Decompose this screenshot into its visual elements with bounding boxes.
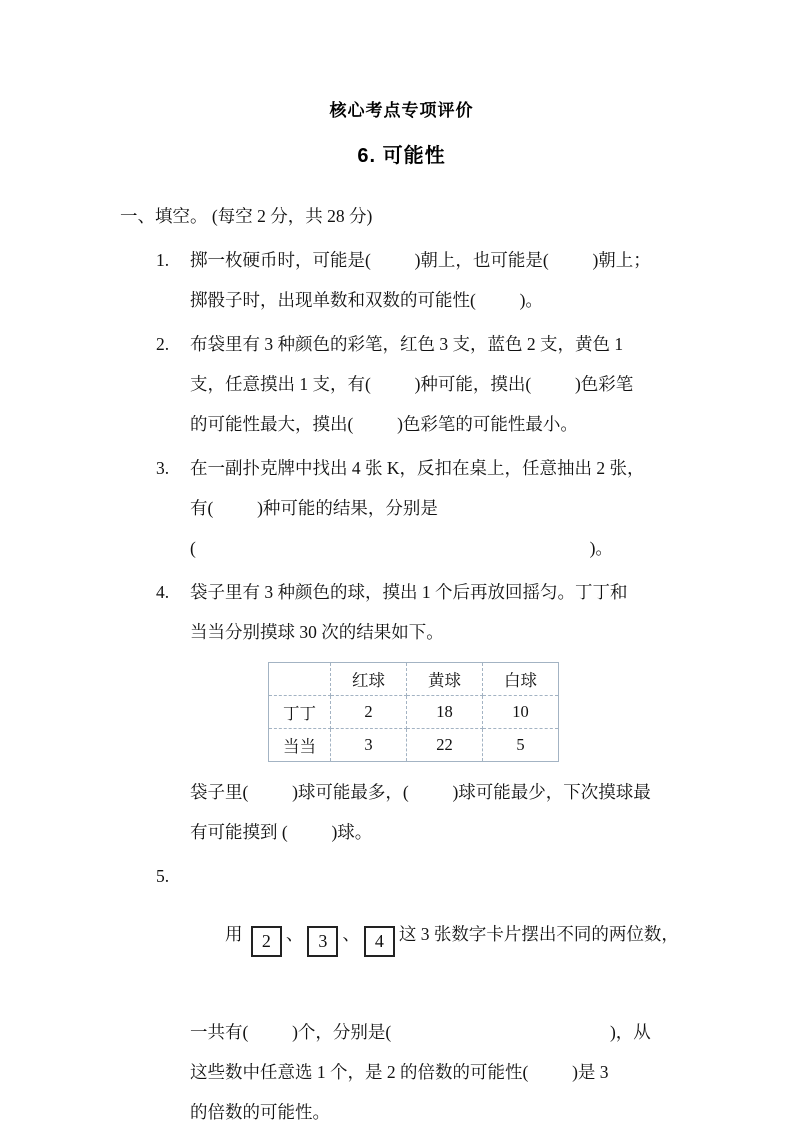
number-card: 2 xyxy=(251,926,282,957)
question-text-line: 一共有( )个，分别是( )，从 xyxy=(190,1022,651,1042)
card-line-suffix: 这 3 张数字卡片摆出不同的两位数， xyxy=(398,924,679,944)
card-separator: 、 xyxy=(342,924,360,944)
table-header-cell: 红球 xyxy=(331,663,407,696)
question-text-line: 布袋里有 3 种颜色的彩笔，红色 3 支，蓝色 2 支，黄色 1 xyxy=(190,334,624,354)
question-text-line: 的倍数的可能性。 xyxy=(190,1102,330,1122)
question-number: 4. xyxy=(156,582,170,602)
question-text-line-with-cards xyxy=(190,856,683,1012)
number-card: 4 xyxy=(364,926,395,957)
table-header-cell: 白球 xyxy=(483,663,559,696)
table-header-cell: 黄球 xyxy=(407,663,483,696)
page-subtitle: 6. 可能性 xyxy=(357,145,446,167)
table-cell: 3 xyxy=(331,729,407,762)
question-text-line: 有( )种可能的结果，分别是 xyxy=(190,498,438,518)
question-text-line: 这些数中任意选 1 个，是 2 的倍数的可能性( )是 3 xyxy=(190,1062,609,1082)
question-number: 5. xyxy=(156,866,170,886)
question-text-line: 在一副扑克牌中找出 4 张 K，反扣在桌上，任意抽出 2 张， xyxy=(190,458,645,478)
table-row-label: 当当 xyxy=(269,729,331,762)
question-number: 3. xyxy=(156,458,170,478)
question-text-line: ( )。 xyxy=(190,538,613,558)
question-item-2 xyxy=(120,324,683,444)
table-cell: 22 xyxy=(407,729,483,762)
question-text-line: 的可能性最大，摸出( )色彩笔的可能性最小。 xyxy=(190,414,578,434)
question-text-line: 掷一枚硬币时，可能是( )朝上，也可能是( )朝上； xyxy=(190,250,651,270)
question-item-5 xyxy=(120,856,683,1122)
table-cell: 2 xyxy=(331,696,407,729)
question-text-line: 袋子里有 3 种颜色的球，摸出 1 个后再放回摇匀。丁丁和 xyxy=(190,582,628,602)
card-line-prefix: 用 xyxy=(225,924,247,944)
card-separator: 、 xyxy=(285,924,304,944)
question-body xyxy=(190,240,683,320)
question-text-line: 袋子里( )球可能最多，( )球可能最少，下次摸球最 xyxy=(190,782,651,802)
table-row xyxy=(269,696,559,729)
question-body xyxy=(190,448,683,568)
table-row xyxy=(269,729,559,762)
table-header-cell xyxy=(269,663,331,696)
question-text-line: 有可能摸到 ( )球。 xyxy=(190,822,373,842)
table-cell: 18 xyxy=(407,696,483,729)
question-number: 2. xyxy=(156,334,170,354)
question-text-line: 支，任意摸出 1 支，有( )种可能，摸出( )色彩笔 xyxy=(190,374,634,394)
table-cell: 5 xyxy=(483,729,559,762)
question-text-line: 掷骰子时，出现单数和双数的可能性( )。 xyxy=(190,290,543,310)
question-body xyxy=(190,856,683,1122)
question-text-line: 当当分别摸球 30 次的结果如下。 xyxy=(190,622,444,642)
question-body xyxy=(190,324,683,444)
ball-results-table xyxy=(268,662,559,762)
table-cell: 10 xyxy=(483,696,559,729)
number-card: 3 xyxy=(307,926,338,957)
question-item-1 xyxy=(120,240,683,320)
question-item-4 xyxy=(120,572,683,852)
page-title: 核心考点专项评价 xyxy=(329,101,474,120)
question-item-3 xyxy=(120,448,683,568)
question-number: 1. xyxy=(156,250,170,270)
question-body xyxy=(190,572,683,852)
table-row-label: 丁丁 xyxy=(269,696,331,729)
table-header-row xyxy=(269,663,559,696)
section-heading: 一、填空。 (每空 2 分，共 28 分) xyxy=(120,206,373,226)
